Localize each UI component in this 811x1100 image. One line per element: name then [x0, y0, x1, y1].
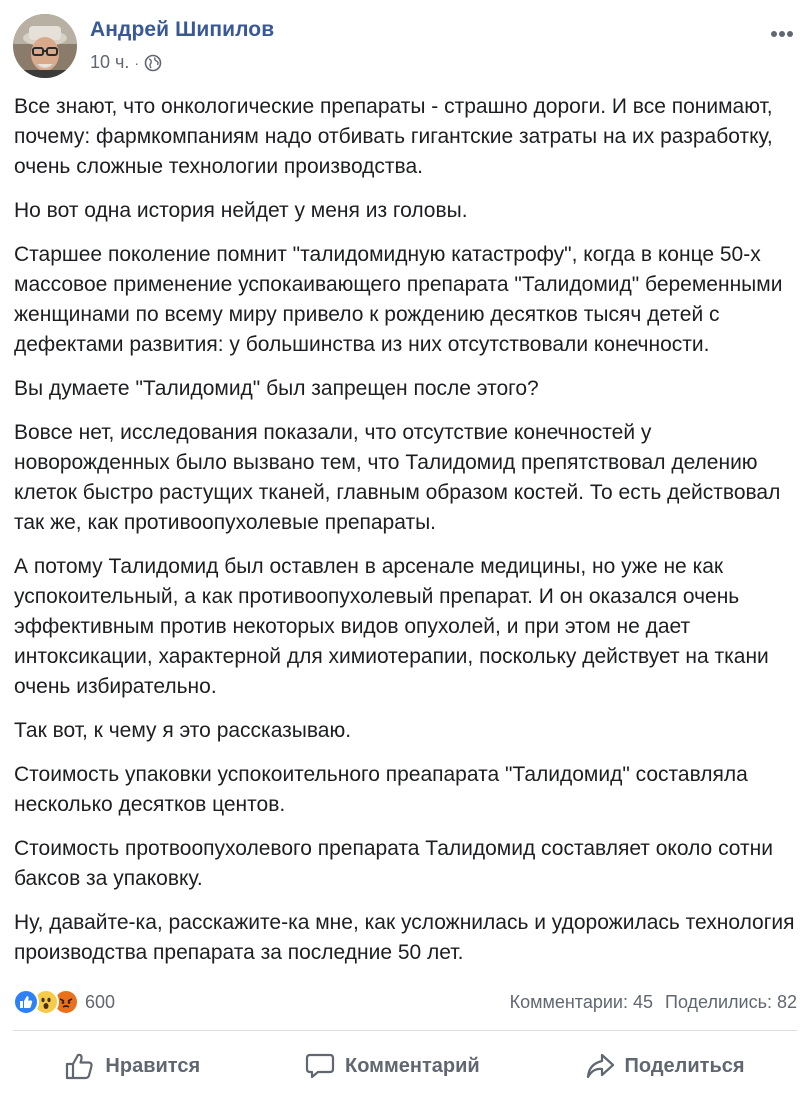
- meta-separator: ·: [134, 54, 140, 71]
- post-paragraph: Вы думаете "Талидомид" был запрещен после этого?: [14, 377, 539, 400]
- post-paragraph: Стоимость упаковки успокоительного преапарата "Талидомид" составляла несколько десятков центов.: [14, 763, 748, 816]
- share-button[interactable]: [561, 1046, 769, 1086]
- reactions-count: 600: [85, 991, 116, 1012]
- post-paragraph: Но вот одна история нейдет у меня из головы.: [14, 199, 468, 222]
- like-icon: [13, 989, 39, 1015]
- avatar-photo: [13, 14, 77, 78]
- share-arrow-icon: [585, 1052, 615, 1080]
- post-header: [13, 14, 811, 78]
- actions-divider: [13, 1030, 797, 1031]
- engagement-counts: [510, 992, 797, 1013]
- like-button[interactable]: [41, 1046, 224, 1086]
- post-paragraph: Старшее поколение помнит "талидомидную катастрофу", когда в конце 50-х массовое применение успокаивающего препарата "Талидомид" беременными женщинами по всему миру привело к рождению десятков тысяч детей с дефектами развития: у большинства из них отсутствовали конечности.: [14, 243, 783, 356]
- post-stats: [13, 988, 797, 1016]
- comment-bubble-icon: [305, 1052, 335, 1080]
- author-avatar[interactable]: [13, 14, 77, 78]
- like-label: Нравится: [105, 1054, 201, 1077]
- comment-button[interactable]: [281, 1046, 504, 1086]
- post-meta: [90, 52, 162, 73]
- comments-count[interactable]: Комментарии: 45: [509, 991, 653, 1012]
- post-paragraph: Стоимость протвоопухолевого препарата Талидомид составляет около сотни баксов за упаковку.: [14, 837, 773, 890]
- reactions-summary[interactable]: [13, 989, 115, 1015]
- shares-count[interactable]: Поделились: 82: [665, 991, 797, 1012]
- share-label: Поделиться: [624, 1054, 745, 1077]
- more-options-icon[interactable]: [767, 22, 797, 46]
- globe-icon[interactable]: [144, 54, 162, 72]
- post-time[interactable]: 10 ч.: [90, 52, 130, 72]
- comment-label: Комментарий: [344, 1054, 480, 1077]
- post-paragraph: Все знают, что онкологические препараты - страшно дороги. И все понимают, почему: фармкомпаниям надо отбивать гигантские затраты на их разработку, очень сложные технологии производства.: [14, 95, 773, 178]
- post-paragraph: Ну, давайте-ка, расскажите-ка мне, как усложнилась и удорожилась технология производства препарата за последние 50 лет.: [14, 911, 795, 964]
- post-paragraph: Так вот, к чему я это рассказываю.: [14, 719, 352, 742]
- post-paragraph: Вовсе нет, исследования показали, что отсутствие конечностей у новорожденных было вызвано тем, что Талидомид препятствовал делению клеток быстро растущих тканей, главным образом костей. То есть действовал так же, как противоопухолевые препараты.: [14, 421, 781, 534]
- post-paragraph: А потому Талидомид был оставлен в арсенале медицины, но уже не как успокоительный, а как противоопухолевый препарат. И он оказался очень эффективным против некоторых видов опухолей, и при этом не дает интоксикации, характерной для химиотерапии, поскольку действует на ткани очень избирательно.: [14, 555, 769, 698]
- thumbs-up-icon: [65, 1052, 95, 1080]
- post-actions: [13, 1040, 797, 1092]
- post-text: [14, 92, 798, 982]
- author-name[interactable]: Андрей Шипилов: [90, 18, 275, 41]
